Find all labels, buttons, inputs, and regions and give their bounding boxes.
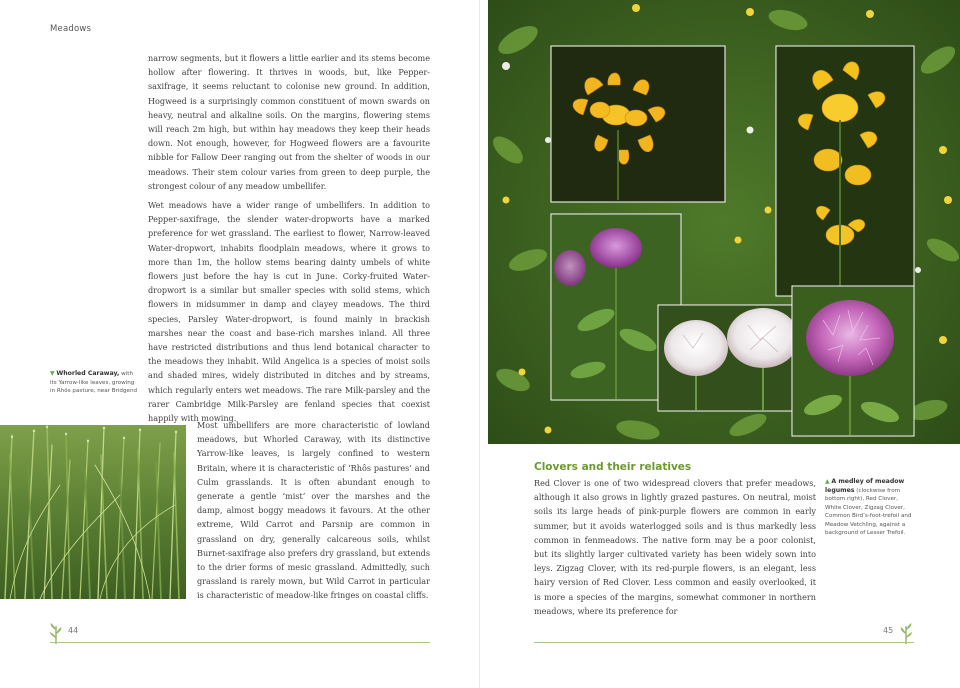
- right-main-text: [534, 476, 816, 623]
- whorled-caraway-caption: [50, 370, 140, 396]
- legumes-caption: [825, 478, 913, 538]
- caption-title: Whorled Caraway,: [56, 370, 120, 377]
- left-paragraph-3: Most umbellifers are more characteristic of lowland meadows, but Whorled Caraway, with its distinctive Yarrow-like leaves, is largely confined to western Britain, where it is characteristic of ‘Rhôs pastures’ and Culm grasslands. It is often abundant enough to generate a gentle ‘mist’ over the marshes and the damp, almost boggy meadows it favours. At the other extreme, Wild Carrot and Parsnip are common in grassland on dry, generally calcareous soils, whilst Burnet-saxifrage also prefers dry grassland, but extends to the drier forms of mesic grassland. Admittedly, such grassland is rarely mown, but Wild Carrot in particular is characteristic of meadow-like fringes on coastal cliffs.: [197, 420, 430, 601]
- left-lower-text: [197, 418, 430, 608]
- inset-meadow-vetchling: [776, 46, 914, 296]
- inset-birds-foot-trefoil: [551, 46, 725, 202]
- footer-rule-right: [534, 642, 914, 643]
- sprig-icon: [898, 622, 914, 644]
- running-head: Meadows: [50, 24, 92, 34]
- caption-title: A medley of meadow legumes: [825, 478, 905, 494]
- inset-red-clover: [792, 286, 914, 436]
- caption-text: with its Yarrow-like leaves, growing in Rhôs pasture, near Bridgend: [50, 371, 138, 394]
- grass-illustration: [0, 425, 186, 599]
- right-paragraph-1: Red Clover is one of two widespread clovers that prefer meadows, although it also grows in lightly grazed pastures. On neutral, moist soils its large heads of pink-purple flowers are common in early summer, but it avoids waterlogged soils and is thus markedly less common in fenmeadows. The native form may be a poor colonist, but its slightly larger cultivated variety has been widely sown into leys. Zigzag Clover, with its red-purple flowers, is an elegant, less hairy version of Red Clover. Less common and easily overlooked, it is more a species of the margins, somewhat commoner in northern meadows, where its preference for: [534, 478, 816, 616]
- left-main-text: [148, 51, 430, 430]
- whorled-caraway-photo: [0, 425, 186, 599]
- caption-text: (clockwise from bottom right), Red Clover, White Clover, Zigzag Clover, Common Bird’s-foot-trefoil and Meadow Vetchling, against a background of Lesser Trefoil.: [825, 487, 912, 536]
- meadow-legumes-photo: [488, 0, 960, 444]
- page-number-left: 44: [68, 626, 79, 635]
- footer-rule-left: [50, 642, 430, 643]
- legumes-collage: [488, 0, 960, 444]
- caption-triangle-icon: ▲: [825, 478, 830, 485]
- left-paragraph-1: narrow segments, but it flowers a little earlier and its stems become hollow after flowering. It thrives in woods, but, like Pepper-saxifrage, it seems reluctant to colonise new ground. In addition, Hogweed is a surprisingly common constituent of mown swards on heavy, neutral and alkaline soils. On the margins, flowering stems will reach 2m high, but within hay meadows they keep their heads down. Not enough, however, for Hogweed flowers are a favourite nibble for Fallow Deer ranging out from the shelter of woods in our meadows. Their stem colour varies from green to deep purple, the strongest colour of any meadow umbellifer.: [148, 53, 430, 191]
- sprig-icon: [48, 622, 64, 644]
- left-paragraph-2: Wet meadows have a wider range of umbellifers. In addition to Pepper-saxifrage, the slender water-dropworts have a marked preference for wet grassland. The earliest to flower, Narrow-leaved Water-dropwort, inhabits floodplain meadows, where it grows to more than 1m, the hollow stems bearing dainty umbels of white flowers just before the hay is cut in June. Corky-fruited Water-dropwort is a similar but smaller species with solid stems, which flowers in midsummer in damp and clayey meadows. The third species, Parsley Water-dropwort, is found mainly in brackish marshes near the coast and base-rich marshes inland. All three have restricted distributions and thus lend botanical character to the meadows they inhabit. Wild Angelica is a species of moist soils and shaded mires, widely distributed in ditches and by streams, which regularly enters wet meadows. The rare Milk-parsley and the rarer Cambridge Milk-Parsley are fenland species that coexist happily with mowing.: [148, 200, 430, 424]
- right-page: [480, 0, 960, 688]
- caption-triangle-icon: ▼: [50, 370, 55, 377]
- section-heading: Clovers and their relatives: [534, 461, 692, 473]
- page-number-right: 45: [883, 626, 894, 635]
